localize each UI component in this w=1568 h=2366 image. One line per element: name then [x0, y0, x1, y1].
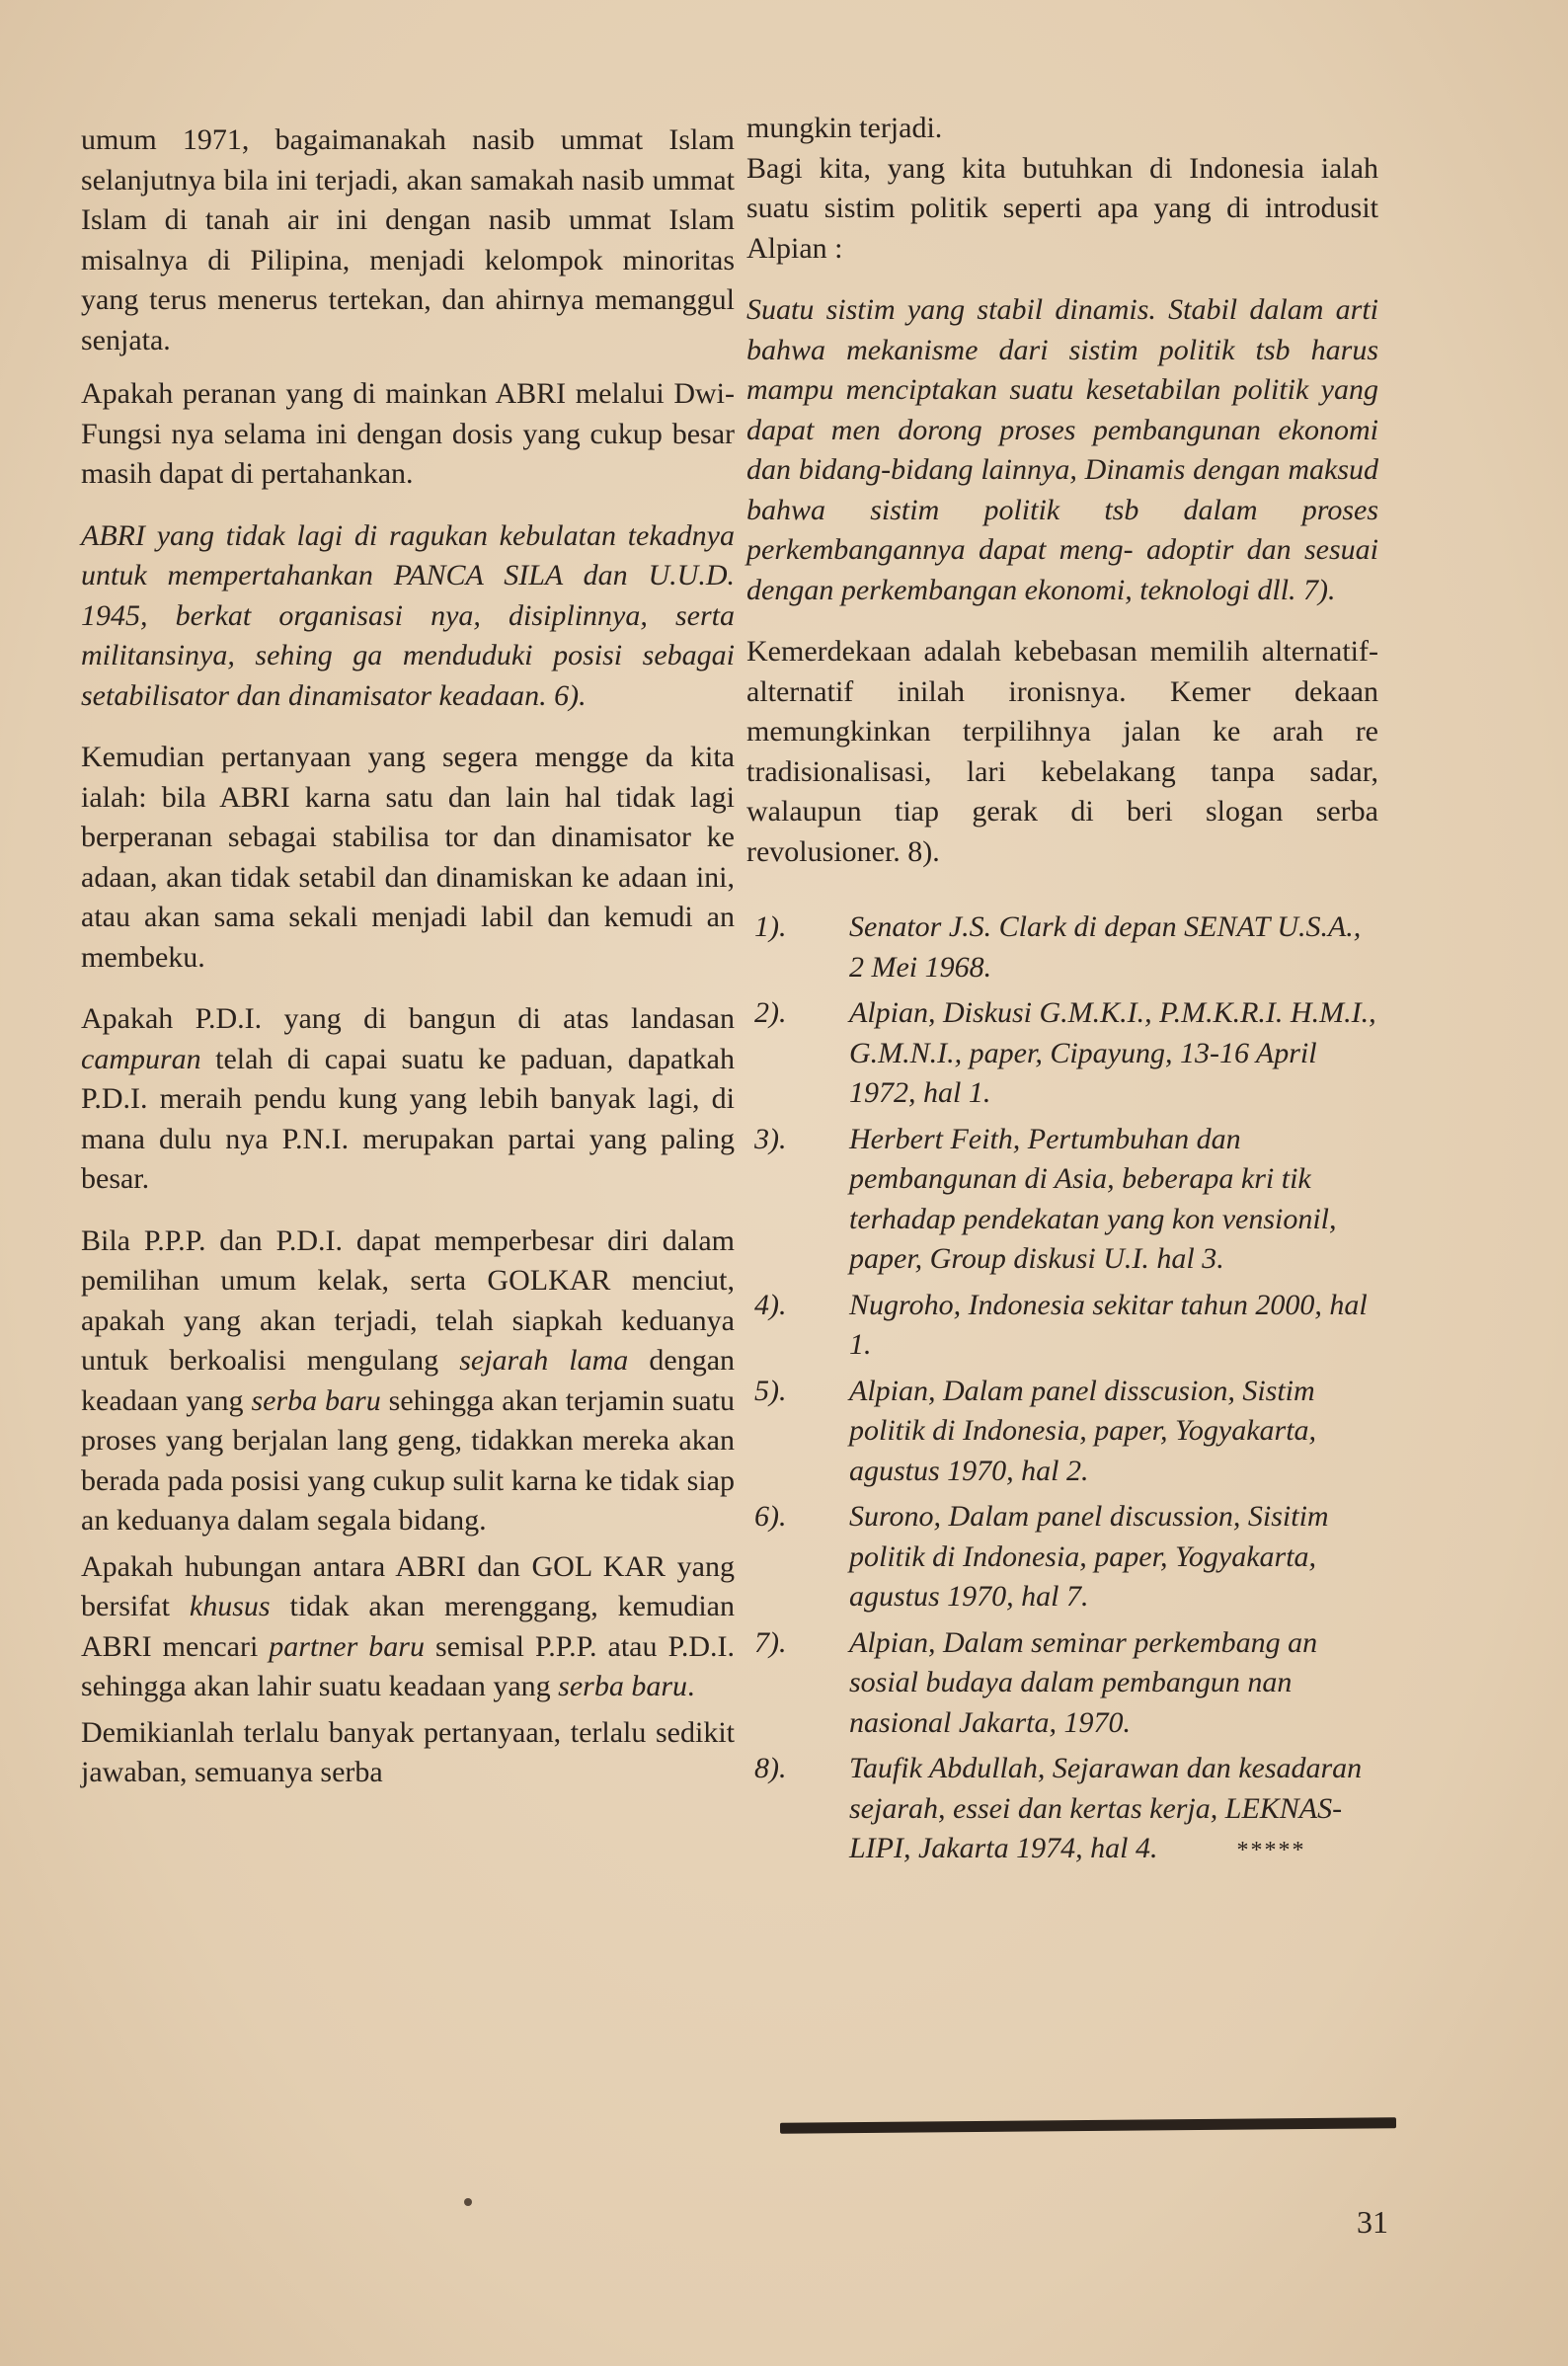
- reference-text: Nugroho, Indonesia sekitar tahun 2000, hal 1.: [849, 1288, 1368, 1361]
- text-segment: dengan keadaan yang: [81, 1344, 736, 1417]
- text-segment: tidak akan merenggang, kemudian ABRI mencari: [81, 1590, 735, 1663]
- reference-number: 1).: [754, 910, 787, 943]
- paragraph-nasib-ummat: umum 1971, bagaimanakah nasib ummat Islam selanjutnya bila ini terjadi, akan samakah nasib ummat Islam di tanah air ini dengan nasib ummat Islam misalnya di Pilipina, menjadi kelompok minoritas yang terus menerus tertekan, dan ahirnya memanggul senjata.: [81, 123, 735, 356]
- right-column: [746, 109, 1378, 1877]
- text-segment-italic: partner baru: [269, 1629, 425, 1663]
- paragraph-kemudian: Kemudian pertanyaan yang segera mengge da kita ialah: bila ABRI karna satu dan lain hal tidak lagi berperanan sebagai stabilisa tor dan dinamisator ke adaan, akan tidak setabil dan dinamiskan ke adaan ini, atau akan sama sekali menjadi labil dan kemudi an membeku.: [81, 741, 735, 974]
- text-segment-italic: khusus: [189, 1590, 271, 1622]
- text-segment: Bila P.P.P. dan P.D.I. dapat memperbesar diri dalam pemilihan umum kelak, serta GOLKAR menciut, apakah yang akan terjadi, telah siapkah keduanya untuk berkoalisi mengulang: [81, 1223, 735, 1377]
- paragraph-demikianlah: Demikianlah terlalu banyak pertanyaan, terlalu sedikit jawaban, semuanya serba: [81, 1715, 735, 1788]
- text-segment: Apakah P.D.I. yang di bangun di atas landasan: [81, 1002, 735, 1035]
- reference-item: [746, 907, 1378, 987]
- reference-number: 8).: [754, 1752, 787, 1784]
- paragraph-bagi-kita: Bagi kita, yang kita butuhkan di Indonesia ialah suatu sistim politik seperti apa yang di introdusit Alpian :: [746, 151, 1378, 265]
- reference-number: 5).: [754, 1374, 787, 1407]
- reference-item: [746, 1749, 1378, 1871]
- print-speck: [464, 2198, 472, 2206]
- reference-number: 6).: [754, 1500, 787, 1533]
- reference-item: [746, 993, 1378, 1114]
- text-segment: sehingga akan terjamin suatu proses yang berjalan lang geng, tidakkan mereka akan berada pada posisi yang cukup sulit karna ke tidak siap an keduanya dalam segala bidang.: [81, 1383, 736, 1537]
- reference-number: 4).: [754, 1288, 787, 1321]
- paragraph-pdi: [81, 999, 735, 1200]
- left-column: [81, 120, 735, 1793]
- reference-item: [746, 1497, 1378, 1617]
- quote-alpian: Suatu sistim yang stabil dinamis. Stabil dalam arti bahwa mekanisme dari sistim politik tsb harus mampu menciptakan suatu kesetabilan politik yang dapat men dorong proses pembangunan ekonomi dan bidang-bidang lainnya, Dinamis dengan maksud bahwa sistim politik tsb dalam proses perkembangannya dapat meng- adoptir dan sesuai dengan perkembangan ekonomi, teknologi dll. 7).: [746, 293, 1378, 606]
- reference-text-body: Taufik Abdullah, Sejarawan dan kesadaran sejarah, essei dan kertas kerja, LEKNAS-LIPI, Jakarta 1974, hal 4.: [849, 1752, 1363, 1864]
- text-segment: telah di capai suatu ke paduan, dapatkah P.D.I. meraih pendu kung yang lebih banyak lagi, di mana dulu nya P.N.I. merupakan partai yang paling besar.: [81, 1042, 735, 1195]
- reference-text: Alpian, Diskusi G.M.K.I., P.M.K.R.I. H.M.I., G.M.N.I., paper, Cipayung, 13-16 April 1972, hal 1.: [849, 996, 1376, 1109]
- reference-item: [746, 1372, 1378, 1492]
- horizontal-rule: [780, 2117, 1396, 2133]
- reference-number: 2).: [754, 996, 787, 1029]
- reference-text: Senator J.S. Clark di depan SENAT U.S.A., 2 Mei 1968.: [849, 910, 1362, 984]
- paragraph-ppp-pdi: [81, 1222, 735, 1541]
- paragraph-abri-golkar: [81, 1547, 735, 1707]
- text-segment-italic: serba baru: [251, 1383, 381, 1417]
- reference-text: Alpian, Dalam seminar perkembang an sosial budaya dalam pembangun nan nasional Jakarta, 1970.: [849, 1625, 1318, 1739]
- text-segment-italic: campuran: [81, 1042, 201, 1075]
- page-number: 31: [1357, 2204, 1388, 2240]
- end-mark: *****: [1236, 1838, 1306, 1863]
- text-segment: .: [687, 1670, 695, 1702]
- reference-text: Alpian, Dalam panel disscusion, Sistim politik di Indonesia, paper, Yogyakarta, agustus 1970, hal 2.: [849, 1374, 1317, 1487]
- text-segment: semisal P.P.P. atau P.D.I. sehingga akan lahir suatu keadaan yang: [81, 1629, 736, 1702]
- reference-number: 7).: [754, 1625, 787, 1659]
- paragraph-mungkin-terjadi: mungkin terjadi.: [746, 112, 943, 144]
- references-list: [746, 907, 1378, 1871]
- paragraph-abri-pancasila: ABRI yang tidak lagi di ragukan kebulatan tekadnya untuk mempertahankan PANCA SILA dan U.U.D. 1945, berkat organisasi nya, disiplinnya, serta militansinya, sehing ga menduduki posisi sebagai setabilisator dan dinamisator keadaan. 6).: [81, 518, 735, 712]
- reference-item: [746, 1623, 1378, 1744]
- paragraph-kemerdekaan: Kemerdekaan adalah kebebasan memilih alternatif-alternatif inilah ironisnya. Kemer dekaan memungkinkan terpilihnya jalan ke arah re tradisionalisasi, lari kebelakang tanpa sadar, walaupun tiap gerak di beri slogan serba revolusioner. 8).: [746, 635, 1378, 868]
- reference-item: [746, 1120, 1378, 1280]
- paragraph-peranan-abri: Apakah peranan yang di mainkan ABRI melalui Dwi-Fungsi nya selama ini dengan dosis yang cukup besar masih dapat di pertahankan.: [81, 377, 735, 490]
- reference-number: 3).: [754, 1122, 787, 1155]
- text-segment-italic: serba baru: [558, 1670, 687, 1702]
- reference-item: [746, 1286, 1378, 1366]
- reference-text: Surono, Dalam panel discussion, Sisitim politik di Indonesia, paper, Yogyakarta, agustus 1970, hal 7.: [849, 1500, 1329, 1613]
- reference-text: [849, 1749, 1378, 1871]
- text-segment: Apakah hubungan antara ABRI dan GOL KAR yang bersifat: [81, 1549, 735, 1622]
- text-segment-italic: sejarah lama: [459, 1344, 629, 1377]
- reference-text: Herbert Feith, Pertumbuhan dan pembangunan di Asia, beberapa kri tik terhadap pendekatan yang kon vensionil, paper, Group diskusi U.I. hal 3.: [849, 1122, 1337, 1275]
